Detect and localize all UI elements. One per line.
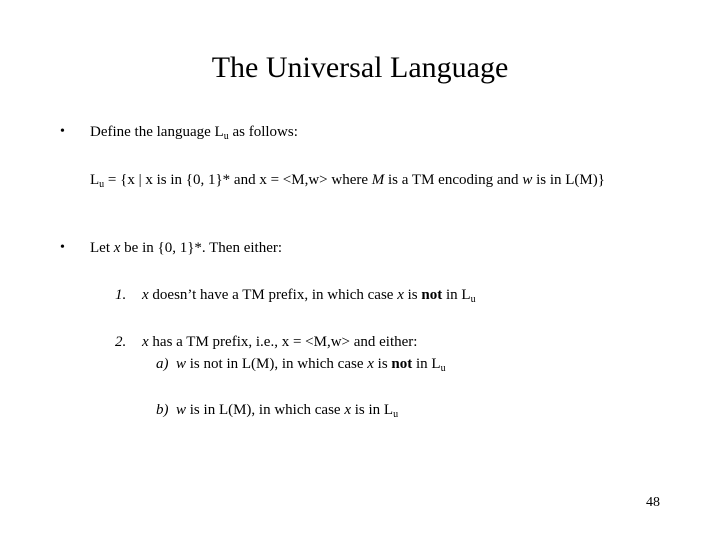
bullet-2-marker: • <box>60 240 65 255</box>
subitem-b: b) w is in L(M), in which case x is in $L_u$ <box>156 402 399 420</box>
bullet-1-marker: • <box>60 124 65 139</box>
slide-title: The Universal Language <box>211 51 509 84</box>
subitem-a: a) w is not in L(M), in which case x is not in $L_u$ <box>156 356 446 374</box>
item-2-number: 2. <box>115 334 127 350</box>
language-definition: $L_u = \{x$ | x is in {0, 1}* and x = <M,w> where M is a TM encoding and w is in L(M)} <box>90 172 605 190</box>
page-number: 48 <box>646 495 660 510</box>
bullet-2-text: Let x be in {0, 1}*. Then either: <box>90 240 283 256</box>
item-1-text: x doesn’t have a TM prefix, in which case x is not in $L_u$ <box>142 287 476 305</box>
bullet-1-text: Define the language $L_u$ as follows: <box>90 124 298 142</box>
item-1-number: 1. <box>115 287 127 303</box>
item-2-text: x has a TM prefix, i.e., x = <M,w> and either: <box>142 334 418 350</box>
